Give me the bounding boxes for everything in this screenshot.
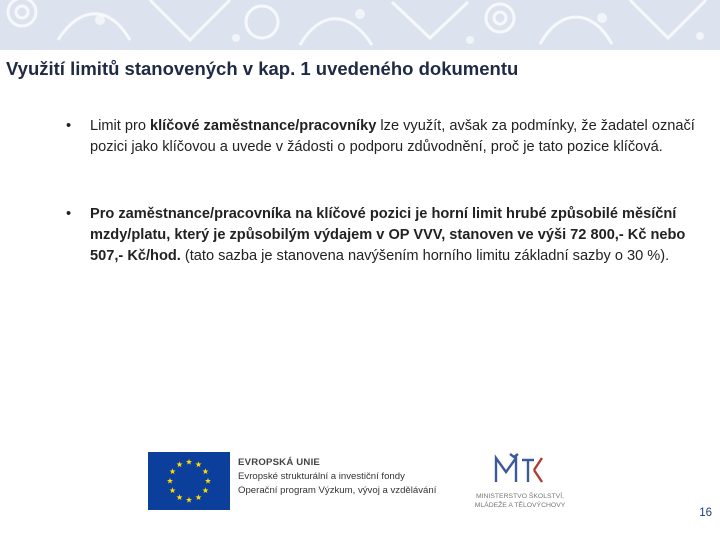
eu-star	[176, 494, 182, 500]
header-banner	[0, 0, 720, 50]
bullet-text-normal: (tato sazba je stanovena navýšením horního limitu základní sazby o 30 %).	[180, 248, 670, 264]
msmt-logo-text	[470, 492, 570, 510]
eu-line-1: Evropské strukturální a investiční fondy	[238, 471, 405, 482]
bullet-item-wage-limit	[66, 204, 696, 267]
eu-line-2: Operační program Výzkum, vývoj a vzdělávání	[238, 485, 437, 496]
msmt-line-2: MLÁDEŽE A TĚLOVÝCHOVY	[474, 502, 566, 509]
eu-star	[176, 461, 182, 467]
eu-star	[202, 487, 208, 493]
eu-logo-text	[238, 456, 468, 498]
eu-star	[195, 461, 201, 467]
bullet-list	[66, 116, 696, 267]
decorative-pattern	[0, 0, 720, 50]
bullet-text-normal: lze využít, avšak za podmínky, že žadatel označí pozici jako klíčovou a uvede v žádosti o podporu zdůvodnění, proč je tato pozice klíčová.	[90, 118, 695, 155]
eu-star	[195, 494, 201, 500]
eu-star	[205, 478, 211, 484]
bullet-item-key-staff-limit	[66, 116, 696, 158]
bullet-text-normal: Limit pro	[90, 118, 151, 134]
bullet-mark: •	[66, 206, 72, 222]
bullet-mark: •	[66, 118, 72, 134]
eu-stars-icon	[148, 452, 230, 510]
eu-star	[170, 487, 176, 493]
msmt-line-1: MINISTERSTVO ŠKOLSTVÍ,	[476, 493, 564, 500]
eu-star	[202, 468, 208, 474]
page-number: 16	[699, 507, 712, 519]
msmt-monogram-icon	[470, 452, 570, 492]
bullet-text-bold: Pro zaměstnance/pracovníka na klíčové pozici je horní limit hrubé způsobilé měsíční mzdy/platu, který je způsobilým výdajem v OP VVV, stanoven ve výši 72 800,- Kč nebo 507,- Kč/hod.	[90, 206, 686, 264]
eu-star	[170, 468, 176, 474]
eu-heading: EVROPSKÁ UNIE	[238, 457, 321, 468]
eu-star	[186, 459, 192, 465]
eu-star	[186, 497, 192, 503]
slide-title: Využití limitů stanovených v kap. 1 uvedeného dokumentu	[6, 58, 519, 79]
eu-flag-logo	[148, 452, 230, 510]
footer-logos	[148, 452, 588, 514]
eu-star	[167, 478, 173, 484]
bullet-text-bold: klíčové zaměstnance/pracovníky	[150, 118, 377, 134]
msmt-logo	[470, 452, 590, 514]
